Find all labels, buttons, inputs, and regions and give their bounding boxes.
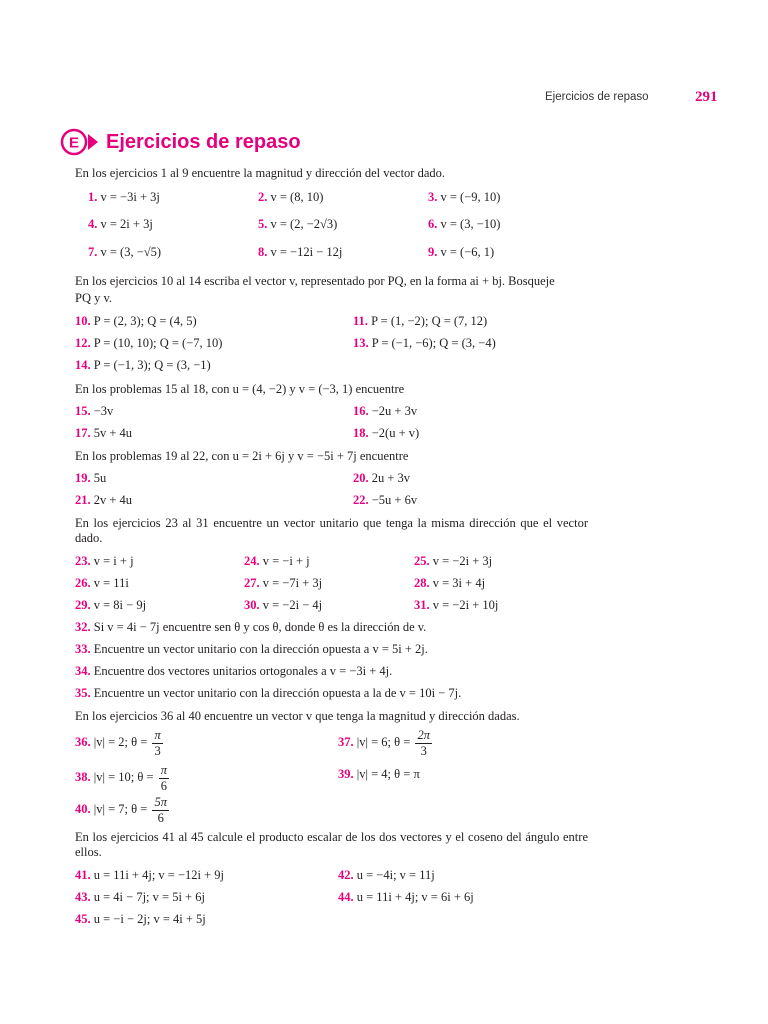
fraction: $\frac{\pi}{6}$ xyxy=(160,763,167,793)
intro-5: En los ejercicios 23 al 31 encuentre un vector unitario que tenga la misma dirección que el vector dado. xyxy=(75,516,588,545)
exercise-26: 26. v = 11i xyxy=(75,576,129,590)
exercise-25: 25. v = −2i + 3j xyxy=(414,554,493,568)
intro-4: En los problemas 19 al 22, con u = 2i + 6j y v = −5i + 7j encuentre xyxy=(75,449,409,463)
page-number: 291 xyxy=(695,89,718,105)
exercise-22: 22. −5u + 6v xyxy=(353,493,418,507)
exercise-34: 34. Encuentre dos vectores unitarios ortogonales a v = −3i + 4j. xyxy=(75,664,393,678)
exercise-33: 33. Encuentre un vector unitario con la dirección opuesta a v = 5i + 2j. xyxy=(75,642,428,656)
exercise-41: 41. u = 11i + 4j; v = −12i + 9j xyxy=(75,868,225,882)
exercise-16: 16. −2u + 3v xyxy=(353,404,418,418)
exercise-19: 19. 5u xyxy=(75,471,107,485)
running-header-title: Ejercicios de repaso xyxy=(545,91,649,103)
exercise-39: 39. |v| = 4; θ = π xyxy=(338,767,420,781)
exercise-42: 42. u = −4i; v = 11j xyxy=(338,868,435,882)
exercise-36: 36. |v| = 2; θ = $\frac{\pi}{3}$ xyxy=(75,728,161,758)
exercise-4: 4. v = 2i + 3j xyxy=(88,217,153,231)
exercise-40: 40. |v| = 7; θ = $\frac{5\pi}{6}$ xyxy=(75,795,167,825)
exercise-31: 31. v = −2i + 10j xyxy=(414,598,499,612)
fraction: $\frac{\pi}{3}$ xyxy=(154,728,161,758)
exercise-14: 14. P = (−1, 3); Q = (3, −1) xyxy=(75,358,211,372)
exercise-43: 43. u = 4i − 7j; v = 5i + 6j xyxy=(75,890,205,904)
fraction: $\frac{5\pi}{6}$ xyxy=(154,795,167,825)
exercise-1: 1. v = −3i + 3j xyxy=(88,190,160,204)
exercise-28: 28. v = 3i + 4j xyxy=(414,576,486,590)
exercise-2: 2. v = (8, 10) xyxy=(258,190,324,204)
intro-2-line-2: PQ y v. xyxy=(75,291,113,305)
exercise-23: 23. v = i + j xyxy=(75,554,134,568)
exercise-45: 45. u = −i − 2j; v = 4i + 5j xyxy=(75,912,206,926)
exercise-35: 35. Encuentre un vector unitario con la dirección opuesta a la de v = 10i − 7j. xyxy=(75,686,462,700)
intro-1: En los ejercicios 1 al 9 encuentre la magnitud y dirección del vector dado. xyxy=(75,166,446,180)
exercise-24: 24. v = −i + j xyxy=(244,554,310,568)
exercise-44: 44. u = 11i + 4j; v = 6i + 6j xyxy=(338,890,474,904)
fraction: $\frac{2\pi}{3}$ xyxy=(417,728,430,758)
exercise-6: 6. v = (3, −10) xyxy=(428,217,501,231)
exercise-13: 13. P = (−1, −6); Q = (3, −4) xyxy=(353,336,496,350)
exercise-15: 15. −3v xyxy=(75,404,114,418)
intro-6: En los ejercicios 36 al 40 encuentre un vector v que tenga la magnitud y dirección dadas. xyxy=(75,709,520,723)
exercise-37: 37. |v| = 6; θ = $\frac{2\pi}{3}$ xyxy=(338,728,430,758)
exercise-8: 8. v = −12i − 12j xyxy=(258,245,343,259)
exercise-21: 21. 2v + 4u xyxy=(75,493,133,507)
logo-letter: E xyxy=(68,134,80,152)
exercise-11: 11. P = (1, −2); Q = (7, 12) xyxy=(353,314,488,328)
exercise-38: 38. |v| = 10; θ = $\frac{\pi}{6}$ xyxy=(75,763,167,793)
intro-3: En los problemas 15 al 18, con u = (4, −2) y v = (−3, 1) encuentre xyxy=(75,382,405,396)
exercise-9: 9. v = (−6, 1) xyxy=(428,245,495,259)
intro-2-line-1: En los ejercicios 10 al 14 escriba el vector v, representado por PQ, en la forma ai + bj. Bosqueje xyxy=(75,274,555,288)
exercise-17: 17. 5v + 4u xyxy=(75,426,133,440)
exercise-5: 5. v = (2, −2√3) xyxy=(258,217,338,231)
exercise-18: 18. −2(u + v) xyxy=(353,426,420,440)
intro-7: En los ejercicios 41 al 45 calcule el producto escalar de los dos vectores y el coseno del ángulo entre ellos. xyxy=(75,830,588,859)
exercise-27: 27. v = −7i + 3j xyxy=(244,576,323,590)
exercise-32: 32. Si v = 4i − 7j encuentre sen θ y cos θ, donde θ es la dirección de v. xyxy=(75,620,427,634)
section-title: Ejercicios de repaso xyxy=(106,131,301,153)
exercise-30: 30. v = −2i − 4j xyxy=(244,598,323,612)
exercise-29: 29. v = 8i − 9j xyxy=(75,598,147,612)
exercise-12: 12. P = (10, 10); Q = (−7, 10) xyxy=(75,336,223,350)
section-e-logo-icon xyxy=(60,127,100,157)
exercise-20: 20. 2u + 3v xyxy=(353,471,411,485)
exercise-7: 7. v = (3, −√5) xyxy=(88,245,162,259)
exercise-10: 10. P = (2, 3); Q = (4, 5) xyxy=(75,314,197,328)
exercise-3: 3. v = (−9, 10) xyxy=(428,190,501,204)
